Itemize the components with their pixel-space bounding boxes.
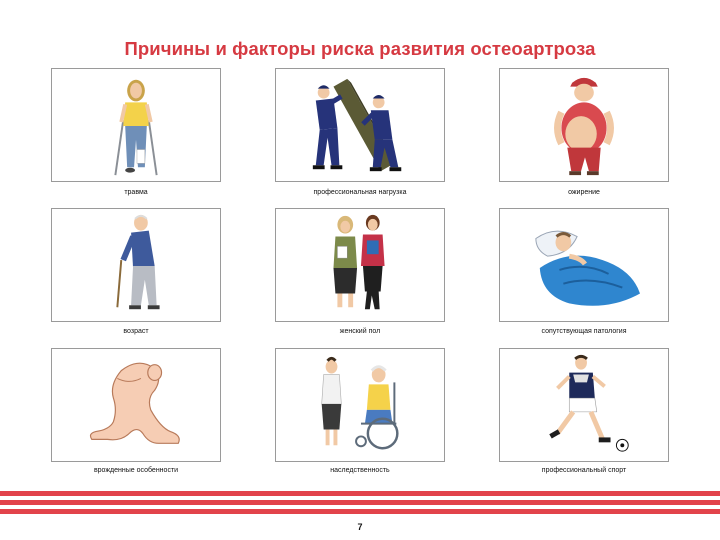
card-caption: наследственность [330,467,390,474]
workers-carrying-beam-icon [276,69,444,181]
decorative-stripe [0,491,720,496]
obese-man-icon [500,69,668,181]
card-caption: женский пол [339,328,381,335]
flexible-contortionist-icon [52,349,220,461]
card-congenital [51,348,221,462]
patient-in-bed-icon [500,209,668,321]
card-female-gender [275,208,445,322]
elderly-man-with-cane-icon [52,209,220,321]
decorative-stripe [0,500,720,505]
soccer-player-icon [500,349,668,461]
decorative-stripe [0,509,720,514]
card-caption: возраст [123,328,149,335]
card-caption: профессиональная нагрузка [313,189,407,196]
card-age [51,208,221,322]
two-women-icon [276,209,444,321]
card-heredity [275,348,445,462]
card-caption: врожденные особенности [93,467,179,474]
card-caption: сопутствующая патология [541,328,627,335]
card-work-load [275,68,445,182]
card-comorbidity [499,208,669,322]
page-title: Причины и факторы риска развития остеоартроза [124,38,596,59]
card-obesity [499,68,669,182]
wheelchair-family-icon [276,349,444,461]
page-number: 7 [357,522,363,532]
card-pro-sport [499,348,669,462]
card-caption: ожирение [568,189,600,196]
crutches-woman-icon [52,69,220,181]
card-caption: профессиональный спорт [541,467,627,474]
card-trauma [51,68,221,182]
card-caption: травма [124,189,148,196]
